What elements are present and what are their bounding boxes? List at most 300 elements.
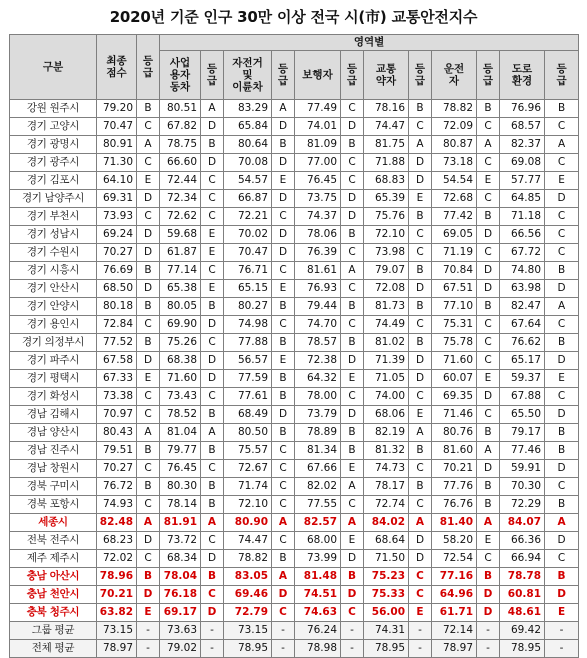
score-cell: 74.31 — [364, 622, 409, 640]
score-cell: 82.57 — [295, 514, 341, 532]
score-cell: 68.00 — [295, 532, 341, 550]
traffic-safety-table — [9, 34, 579, 658]
grade-cell: D — [545, 586, 579, 604]
grade-cell: D — [341, 406, 364, 424]
grade-cell: D — [201, 352, 224, 370]
score-cell: 66.60 — [160, 154, 201, 172]
score-cell: 70.27 — [97, 460, 137, 478]
score-cell: 78.04 — [160, 568, 201, 586]
score-cell: 69.31 — [97, 190, 137, 208]
table-row — [10, 424, 579, 442]
score-cell: 72.38 — [295, 352, 341, 370]
grade-cell: A — [477, 514, 500, 532]
city-name-cell: 경기 평택시 — [10, 370, 97, 388]
score-cell: 79.44 — [295, 298, 341, 316]
score-cell: 75.78 — [432, 334, 477, 352]
score-cell: 74.51 — [295, 586, 341, 604]
score-cell: 77.55 — [295, 496, 341, 514]
grade-cell: C — [137, 496, 160, 514]
grade-cell: E — [341, 532, 364, 550]
score-cell: 78.17 — [364, 478, 409, 496]
score-cell: 76.93 — [295, 280, 341, 298]
city-name-cell: 경기 안양시 — [10, 298, 97, 316]
score-cell: 78.82 — [224, 550, 272, 568]
grade-cell: - — [341, 640, 364, 658]
grade-cell: C — [409, 568, 432, 586]
grade-cell: - — [201, 622, 224, 640]
grade-cell: D — [137, 226, 160, 244]
table-row — [10, 280, 579, 298]
grade-cell: C — [341, 496, 364, 514]
table-row — [10, 316, 579, 334]
grade-cell: D — [272, 226, 295, 244]
grade-cell: D — [341, 118, 364, 136]
score-cell: 76.72 — [97, 478, 137, 496]
grade-cell: B — [201, 568, 224, 586]
score-cell: 81.60 — [432, 442, 477, 460]
grade-cell: D — [545, 280, 579, 298]
score-cell: 72.08 — [364, 280, 409, 298]
grade-cell: B — [201, 136, 224, 154]
grade-cell: A — [201, 100, 224, 118]
grade-cell: C — [272, 478, 295, 496]
table-row — [10, 190, 579, 208]
grade-cell: B — [272, 298, 295, 316]
grade-cell: C — [272, 604, 295, 622]
score-cell: 84.02 — [364, 514, 409, 532]
grade-cell: C — [137, 406, 160, 424]
grade-cell: D — [341, 208, 364, 226]
grade-cell: C — [545, 118, 579, 136]
score-cell: 66.94 — [500, 550, 545, 568]
grade-cell: D — [409, 154, 432, 172]
grade-cell: B — [409, 208, 432, 226]
score-cell: 74.93 — [97, 496, 137, 514]
score-cell: 76.76 — [432, 496, 477, 514]
grade-cell: D — [137, 532, 160, 550]
score-cell: 72.02 — [97, 550, 137, 568]
city-name-cell: 경기 용인시 — [10, 316, 97, 334]
score-cell: 76.45 — [295, 172, 341, 190]
score-cell: 70.47 — [224, 244, 272, 262]
score-cell: 82.37 — [500, 136, 545, 154]
header-area-bicycle: 자전거 및 이륜차 — [224, 51, 272, 100]
score-cell: 76.69 — [97, 262, 137, 280]
grade-cell: C — [545, 226, 579, 244]
grade-cell: B — [409, 442, 432, 460]
header-grade: 등 급 — [477, 51, 500, 100]
score-cell: 70.84 — [432, 262, 477, 280]
score-cell: 58.20 — [432, 532, 477, 550]
grade-cell: D — [545, 190, 579, 208]
grade-cell: C — [409, 496, 432, 514]
grade-cell: C — [201, 388, 224, 406]
grade-cell: B — [409, 334, 432, 352]
grade-cell: E — [341, 370, 364, 388]
score-cell: 72.10 — [364, 226, 409, 244]
score-cell: 77.52 — [97, 334, 137, 352]
grade-cell: C — [477, 244, 500, 262]
grade-cell: - — [272, 640, 295, 658]
grade-cell: D — [477, 604, 500, 622]
score-cell: 54.54 — [432, 172, 477, 190]
table-row — [10, 460, 579, 478]
score-cell: 74.80 — [500, 262, 545, 280]
city-name-cell: 그룹 평균 — [10, 622, 97, 640]
city-name-cell: 경기 광주시 — [10, 154, 97, 172]
score-cell: 79.20 — [97, 100, 137, 118]
score-cell: 71.74 — [224, 478, 272, 496]
city-name-cell: 제주 제주시 — [10, 550, 97, 568]
score-cell: 63.82 — [97, 604, 137, 622]
city-name-cell: 경기 파주시 — [10, 352, 97, 370]
grade-cell: C — [409, 460, 432, 478]
score-cell: 81.91 — [160, 514, 201, 532]
score-cell: 65.50 — [500, 406, 545, 424]
grade-cell: D — [409, 370, 432, 388]
score-cell: 66.36 — [500, 532, 545, 550]
header-grade: 등 급 — [409, 51, 432, 100]
grade-cell: B — [477, 478, 500, 496]
score-cell: 71.30 — [97, 154, 137, 172]
grade-cell: B — [341, 424, 364, 442]
score-cell: 76.45 — [160, 460, 201, 478]
score-cell: 71.18 — [500, 208, 545, 226]
grade-cell: D — [137, 280, 160, 298]
grade-cell: C — [201, 208, 224, 226]
grade-cell: C — [137, 154, 160, 172]
score-cell: 78.95 — [364, 640, 409, 658]
score-cell: 74.98 — [224, 316, 272, 334]
grade-cell: C — [409, 226, 432, 244]
grade-cell: C — [409, 244, 432, 262]
grade-cell: D — [409, 550, 432, 568]
grade-cell: B — [477, 298, 500, 316]
score-cell: 71.05 — [364, 370, 409, 388]
score-cell: 67.33 — [97, 370, 137, 388]
score-cell: 81.48 — [295, 568, 341, 586]
grade-cell: B — [477, 100, 500, 118]
score-cell: 71.46 — [432, 406, 477, 424]
score-cell: 71.50 — [364, 550, 409, 568]
grade-cell: C — [341, 604, 364, 622]
city-name-cell: 세종시 — [10, 514, 97, 532]
score-cell: 69.42 — [500, 622, 545, 640]
header-final-score: 최종 점수 — [97, 35, 137, 100]
grade-cell: D — [409, 172, 432, 190]
grade-cell: E — [137, 370, 160, 388]
score-cell: 74.00 — [364, 388, 409, 406]
grade-cell: C — [137, 550, 160, 568]
header-area-group: 영역별 — [160, 35, 579, 51]
grade-cell: B — [341, 226, 364, 244]
grade-cell: B — [272, 334, 295, 352]
city-name-cell: 경남 양산시 — [10, 424, 97, 442]
score-cell: 74.73 — [364, 460, 409, 478]
city-name-cell: 충남 천안시 — [10, 586, 97, 604]
grade-cell: C — [272, 316, 295, 334]
grade-cell: A — [272, 100, 295, 118]
score-cell: 60.07 — [432, 370, 477, 388]
score-cell: 78.95 — [500, 640, 545, 658]
grade-cell: B — [341, 298, 364, 316]
score-cell: 68.06 — [364, 406, 409, 424]
grade-cell: - — [201, 640, 224, 658]
score-cell: 73.75 — [295, 190, 341, 208]
grade-cell: D — [545, 460, 579, 478]
grade-cell: D — [137, 352, 160, 370]
grade-cell: C — [137, 118, 160, 136]
score-cell: 70.21 — [432, 460, 477, 478]
city-name-cell: 경기 광명시 — [10, 136, 97, 154]
score-cell: 76.39 — [295, 244, 341, 262]
grade-cell: C — [477, 118, 500, 136]
score-cell: 78.16 — [364, 100, 409, 118]
score-cell: 80.18 — [97, 298, 137, 316]
header-area-pedestrian: 보행자 — [295, 51, 341, 100]
grade-cell: B — [545, 334, 579, 352]
score-cell: 68.50 — [97, 280, 137, 298]
grade-cell: D — [272, 118, 295, 136]
score-cell: 65.39 — [364, 190, 409, 208]
city-name-cell: 경남 창원시 — [10, 460, 97, 478]
score-cell: 82.48 — [97, 514, 137, 532]
grade-cell: C — [201, 460, 224, 478]
city-name-cell: 경남 진주시 — [10, 442, 97, 460]
grade-cell: D — [477, 388, 500, 406]
grade-cell: D — [477, 280, 500, 298]
score-cell: 72.74 — [364, 496, 409, 514]
grade-cell: B — [341, 568, 364, 586]
grade-cell: C — [272, 460, 295, 478]
table-row — [10, 388, 579, 406]
grade-cell: D — [137, 586, 160, 604]
grade-cell: B — [477, 424, 500, 442]
score-cell: 80.30 — [160, 478, 201, 496]
city-name-cell: 전체 평균 — [10, 640, 97, 658]
score-cell: 76.96 — [500, 100, 545, 118]
grade-cell: B — [409, 298, 432, 316]
score-cell: 78.82 — [432, 100, 477, 118]
page-title: 2020년 기준 인구 30만 이상 전국 시(市) 교통안전지수 — [109, 8, 478, 26]
score-cell: 68.64 — [364, 532, 409, 550]
grade-cell: E — [545, 172, 579, 190]
grade-cell: C — [477, 406, 500, 424]
city-name-cell: 경기 남양주시 — [10, 190, 97, 208]
score-cell: 76.62 — [500, 334, 545, 352]
table-body — [10, 100, 579, 658]
grade-cell: A — [341, 478, 364, 496]
score-cell: 68.34 — [160, 550, 201, 568]
city-name-cell: 경기 시흥시 — [10, 262, 97, 280]
score-cell: 76.18 — [160, 586, 201, 604]
score-cell: 67.66 — [295, 460, 341, 478]
grade-cell: C — [409, 118, 432, 136]
score-cell: 79.17 — [500, 424, 545, 442]
grade-cell: A — [409, 136, 432, 154]
grade-cell: C — [545, 244, 579, 262]
score-cell: 72.10 — [224, 496, 272, 514]
score-cell: 72.54 — [432, 550, 477, 568]
score-cell: 69.24 — [97, 226, 137, 244]
score-cell: 80.50 — [224, 424, 272, 442]
grade-cell: A — [477, 136, 500, 154]
grade-cell: C — [341, 100, 364, 118]
score-cell: 80.90 — [224, 514, 272, 532]
score-cell: 81.75 — [364, 136, 409, 154]
header-area-vulnerable: 교통 약자 — [364, 51, 409, 100]
score-cell: 78.98 — [295, 640, 341, 658]
grade-cell: E — [137, 604, 160, 622]
grade-cell: B — [341, 136, 364, 154]
grade-cell: B — [477, 208, 500, 226]
table-row — [10, 208, 579, 226]
score-cell: 67.51 — [432, 280, 477, 298]
score-cell: 68.57 — [500, 118, 545, 136]
city-name-cell: 경기 화성시 — [10, 388, 97, 406]
city-name-cell: 경기 안산시 — [10, 280, 97, 298]
score-cell: 59.91 — [500, 460, 545, 478]
score-cell: 48.61 — [500, 604, 545, 622]
score-cell: 77.00 — [295, 154, 341, 172]
score-cell: 78.52 — [160, 406, 201, 424]
grade-cell: C — [201, 262, 224, 280]
grade-cell: C — [341, 244, 364, 262]
score-cell: 80.64 — [224, 136, 272, 154]
score-cell: 75.31 — [432, 316, 477, 334]
city-name-cell: 경기 부천시 — [10, 208, 97, 226]
score-cell: 69.90 — [160, 316, 201, 334]
score-cell: 78.75 — [160, 136, 201, 154]
table-row — [10, 478, 579, 496]
grade-cell: D — [272, 190, 295, 208]
grade-cell: C — [409, 388, 432, 406]
score-cell: 74.49 — [364, 316, 409, 334]
score-cell: 68.38 — [160, 352, 201, 370]
grade-cell: A — [137, 136, 160, 154]
grade-cell: B — [272, 370, 295, 388]
grade-cell: C — [477, 154, 500, 172]
score-cell: 73.15 — [224, 622, 272, 640]
grade-cell: D — [409, 352, 432, 370]
score-cell: 79.51 — [97, 442, 137, 460]
grade-cell: A — [545, 514, 579, 532]
grade-cell: C — [545, 316, 579, 334]
grade-cell: A — [409, 514, 432, 532]
grade-cell: E — [341, 460, 364, 478]
score-cell: 72.14 — [432, 622, 477, 640]
table-row — [10, 352, 579, 370]
table-row — [10, 244, 579, 262]
score-cell: 78.57 — [295, 334, 341, 352]
score-cell: 75.76 — [364, 208, 409, 226]
score-cell: 71.60 — [160, 370, 201, 388]
score-cell: 75.26 — [160, 334, 201, 352]
score-cell: 70.27 — [97, 244, 137, 262]
score-cell: 73.15 — [97, 622, 137, 640]
grade-cell: E — [409, 406, 432, 424]
grade-cell: - — [409, 622, 432, 640]
grade-cell: C — [201, 172, 224, 190]
grade-cell: D — [477, 226, 500, 244]
grade-cell: B — [272, 136, 295, 154]
score-cell: 54.57 — [224, 172, 272, 190]
score-cell: 84.07 — [500, 514, 545, 532]
grade-cell: D — [272, 406, 295, 424]
score-cell: 77.14 — [160, 262, 201, 280]
score-cell: 72.34 — [160, 190, 201, 208]
grade-cell: C — [272, 208, 295, 226]
grade-cell: B — [272, 550, 295, 568]
grade-cell: B — [409, 262, 432, 280]
score-cell: 72.84 — [97, 316, 137, 334]
score-cell: 70.08 — [224, 154, 272, 172]
table-row — [10, 154, 579, 172]
grade-cell: B — [137, 298, 160, 316]
score-cell: 70.02 — [224, 226, 272, 244]
score-cell: 73.38 — [97, 388, 137, 406]
score-cell: 65.38 — [160, 280, 201, 298]
score-cell: 70.21 — [97, 586, 137, 604]
score-cell: 77.76 — [432, 478, 477, 496]
grade-cell: D — [341, 550, 364, 568]
grade-cell: B — [201, 298, 224, 316]
grade-cell: D — [341, 190, 364, 208]
grade-cell: A — [409, 424, 432, 442]
grade-cell: E — [272, 172, 295, 190]
grade-cell: B — [545, 442, 579, 460]
table-row — [10, 622, 579, 640]
score-cell: 68.23 — [97, 532, 137, 550]
score-cell: 82.02 — [295, 478, 341, 496]
score-cell: 76.24 — [295, 622, 341, 640]
score-cell: 64.85 — [500, 190, 545, 208]
grade-cell: E — [477, 370, 500, 388]
score-cell: 78.14 — [160, 496, 201, 514]
table-row — [10, 640, 579, 658]
grade-cell: B — [201, 442, 224, 460]
grade-cell: C — [137, 316, 160, 334]
grade-cell: C — [201, 532, 224, 550]
grade-cell: D — [201, 154, 224, 172]
score-cell: 56.00 — [364, 604, 409, 622]
score-cell: 77.88 — [224, 334, 272, 352]
table-row — [10, 550, 579, 568]
grade-cell: - — [137, 640, 160, 658]
table-row — [10, 604, 579, 622]
grade-cell: C — [545, 388, 579, 406]
score-cell: 78.96 — [97, 568, 137, 586]
grade-cell: C — [477, 334, 500, 352]
score-cell: 74.37 — [295, 208, 341, 226]
grade-cell: A — [201, 514, 224, 532]
score-cell: 77.10 — [432, 298, 477, 316]
score-cell: 67.82 — [160, 118, 201, 136]
score-cell: 64.96 — [432, 586, 477, 604]
grade-cell: D — [409, 280, 432, 298]
grade-cell: - — [409, 640, 432, 658]
grade-cell: C — [272, 442, 295, 460]
score-cell: 75.23 — [364, 568, 409, 586]
score-cell: 67.72 — [500, 244, 545, 262]
grade-cell: C — [201, 334, 224, 352]
score-cell: 73.79 — [295, 406, 341, 424]
grade-cell: B — [409, 478, 432, 496]
grade-cell: E — [477, 532, 500, 550]
score-cell: 67.88 — [500, 388, 545, 406]
score-cell: 73.18 — [432, 154, 477, 172]
grade-cell: D — [272, 586, 295, 604]
